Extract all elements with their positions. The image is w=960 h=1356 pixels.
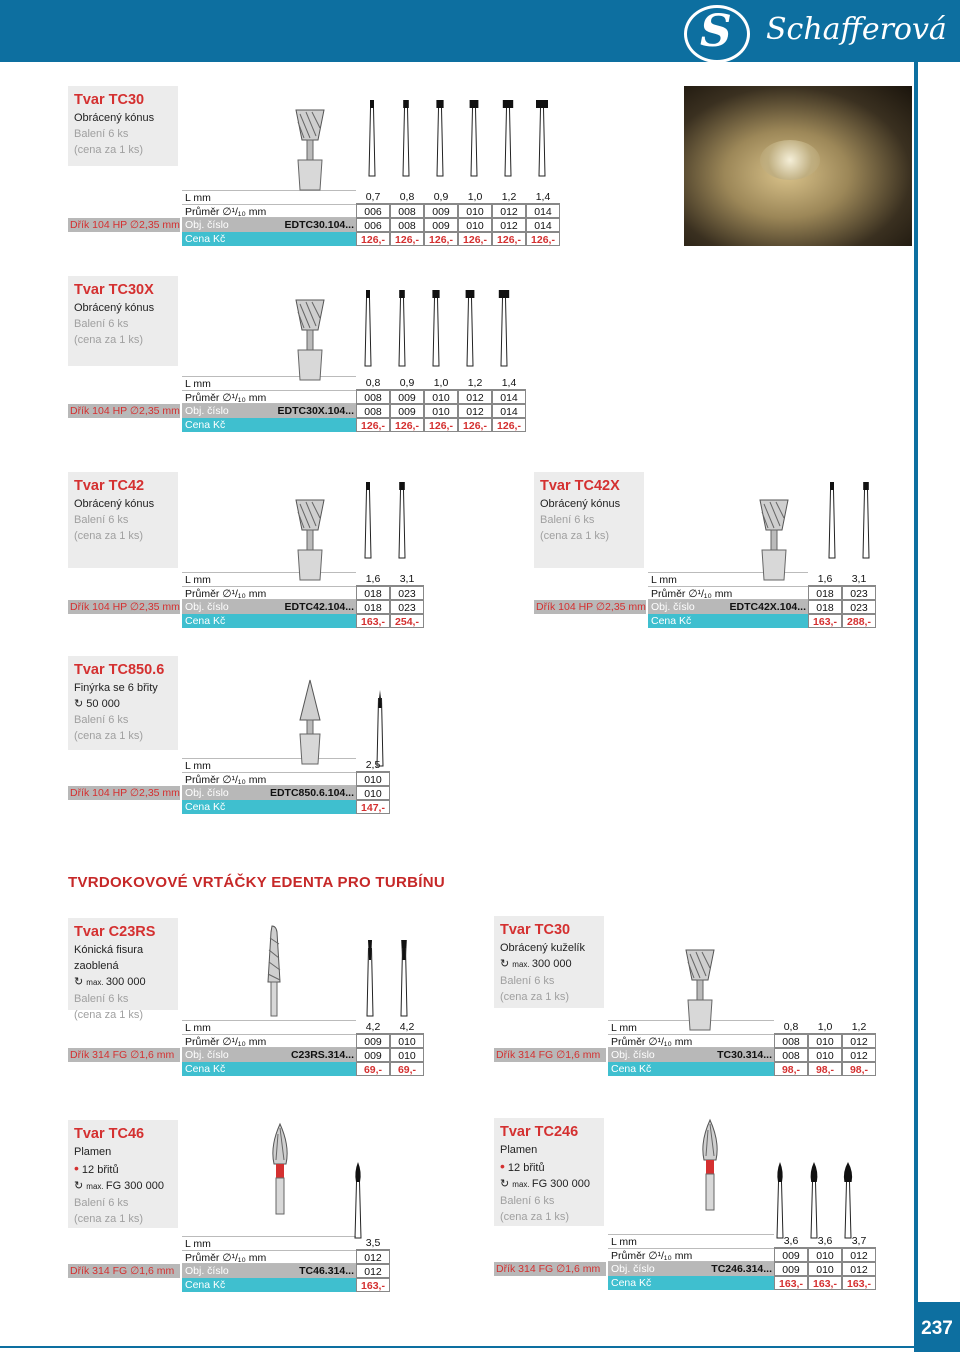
value-price: 288,- [842,614,876,628]
speed-value: 300 000 [105,976,146,988]
shank-label: Dřík 104 HP ∅2,35 mm [70,601,180,613]
value-price: 98,- [808,1062,842,1076]
bur-illustration [254,926,294,1016]
size-sketch [859,482,873,562]
size-sketch [361,482,375,562]
value-length: 1,0 [458,190,492,204]
shank-label: Dřík 314 FG ∅1,6 mm [68,1048,180,1062]
size-sketch [463,290,477,370]
pack-size: Balení 6 ks [74,128,129,140]
value-diameter: 009 [774,1248,808,1262]
value-price: 69,- [356,1062,390,1076]
pack-note: (cena za 1 ks) [74,144,144,156]
value-diameter: 012 [842,1248,876,1262]
size-sketch [535,100,549,180]
product-info-box [68,472,178,568]
max-speed [74,696,172,712]
shank-label: Dřík 104 HP ∅2,35 mm [70,787,180,799]
max-speed [500,956,598,973]
value-length: 1,4 [526,190,560,204]
label-order-number: Obj. číslo [182,1264,356,1278]
label-price: Cena Kč [182,800,356,814]
rotation-icon: ↻ [74,976,87,988]
product-title: Tvar TC30X [74,282,154,298]
order-code-prefix: TC46.314... [299,1265,354,1277]
value-order-number: 023 [390,600,424,614]
pack-size: Balení 6 ks [74,993,129,1005]
speed-prefix: max. [512,960,532,969]
label-length: L mm [648,572,808,586]
order-code-prefix: EDTC42X.104... [729,601,806,613]
value-diameter: 010 [458,204,492,218]
bottom-rule [0,1346,914,1348]
value-order-number: 010 [390,1048,424,1062]
shank-label: Dřík 314 FG ∅1,6 mm [68,1264,180,1278]
value-price: 126,- [424,418,458,432]
value-price: 126,- [390,418,424,432]
label-order-number: Obj. číslo [608,1048,774,1062]
value-length: 0,8 [774,1020,808,1034]
pack-size: Balení 6 ks [500,1195,555,1207]
size-sketch [395,290,409,370]
value-length: 1,4 [492,376,526,390]
speed-prefix: max. [512,1180,532,1189]
value-diameter: 009 [424,204,458,218]
product-subtitle: Kónická fisura zaoblená [74,944,144,972]
product-info-box [494,1118,604,1226]
label-diameter: Průměr ∅¹/₁₀ mm [182,390,356,404]
size-sketch [825,482,839,562]
product-info-box [534,472,644,568]
pack-note: (cena za 1 ks) [74,730,144,742]
label-diameter: Průměr ∅¹/₁₀ mm [608,1248,774,1262]
label-diameter: Průměr ∅¹/₁₀ mm [648,586,808,600]
value-order-number: 012 [356,1264,390,1278]
label-price: Cena Kč [648,614,808,628]
value-order-number: 010 [424,404,458,418]
value-order-number: 010 [808,1048,842,1062]
rotation-icon: ↻ [500,1178,513,1190]
value-length: 0,8 [390,190,424,204]
label-order-number: Obj. číslo [648,600,808,614]
product-title: Tvar TC850.6 [74,662,165,678]
label-order-number: Obj. číslo [608,1262,774,1276]
value-diameter: 006 [356,204,390,218]
pack-size: Balení 6 ks [74,318,129,330]
value-length: 0,9 [424,190,458,204]
label-order-number: Obj. číslo [182,218,356,232]
value-length: 0,8 [356,376,390,390]
product-subtitle: Obrácený kónus [74,112,155,124]
value-price: 126,- [356,232,390,246]
product-info-box [68,1120,178,1228]
value-diameter: 012 [842,1034,876,1048]
value-order-number: 008 [774,1048,808,1062]
value-length: 1,2 [842,1020,876,1034]
size-sketch [773,1162,787,1242]
value-order-number: 010 [808,1262,842,1276]
size-sketch [361,290,375,370]
order-code-prefix: EDTC42.104... [284,601,354,613]
pack-note: (cena za 1 ks) [74,334,144,346]
pack-note: (cena za 1 ks) [500,991,570,1003]
brand-name: Schafferová [766,12,947,47]
max-speed [74,974,172,991]
value-length: 3,1 [390,572,424,586]
value-order-number: 006 [356,218,390,232]
product-title: Tvar TC42X [540,478,620,494]
value-diameter: 010 [390,1034,424,1048]
label-length: L mm [182,190,356,204]
bur-illustration [290,500,330,590]
value-length: 1,2 [458,376,492,390]
value-length: 1,0 [424,376,458,390]
value-length: 3,6 [774,1234,808,1248]
value-length: 1,6 [808,572,842,586]
right-edge-bar [914,62,918,1302]
value-diameter: 012 [492,204,526,218]
product-subtitle: Plamen [500,1144,538,1156]
speed-value: FG 300 000 [531,1178,590,1190]
value-order-number: 012 [842,1048,876,1062]
value-length: 2,5 [356,758,390,772]
value-diameter: 018 [808,586,842,600]
pack-note: (cena za 1 ks) [74,1009,144,1021]
bullet-icon: • [500,1158,505,1174]
label-price: Cena Kč [182,418,356,432]
value-length: 1,6 [356,572,390,586]
label-price: Cena Kč [182,614,356,628]
value-order-number: 014 [492,404,526,418]
value-length: 4,2 [390,1020,424,1034]
shank-label: Dřík 104 HP ∅2,35 mm [70,405,180,417]
product-title: Tvar TC46 [74,1126,145,1142]
rotation-icon: ↻ [74,1180,87,1192]
size-sketch [467,100,481,180]
value-price: 126,- [492,418,526,432]
value-length: 0,7 [356,190,390,204]
product-subtitle: Obrácený kónus [540,498,621,510]
size-sketch [373,690,387,770]
value-diameter: 012 [458,390,492,404]
bur-illustration [290,110,330,200]
pack-size: Balení 6 ks [74,1197,129,1209]
value-diameter: 014 [492,390,526,404]
value-length: 3,5 [356,1236,390,1250]
page-number: 237 [914,1302,960,1352]
value-order-number: 012 [842,1262,876,1276]
product-subtitle: Finýrka se 6 břity [74,682,158,694]
value-diameter: 010 [808,1034,842,1048]
value-price: 98,- [774,1062,808,1076]
product-title: Tvar TC30 [500,922,571,938]
product-info-box [68,656,178,750]
bur-illustration [680,950,720,1040]
value-diameter: 008 [356,390,390,404]
value-price: 69,- [390,1062,424,1076]
blade-count-text: 12 břitů [507,1162,545,1174]
pack-size: Balení 6 ks [74,714,129,726]
value-diameter: 023 [842,586,876,600]
value-length: 1,0 [808,1020,842,1034]
size-sketch [501,100,515,180]
value-order-number: 009 [390,404,424,418]
pack-note: (cena za 1 ks) [540,530,610,542]
speed-value: FG 300 000 [105,1180,164,1192]
max-speed [74,1178,172,1195]
label-order-number: Obj. číslo [182,786,356,800]
label-length: L mm [182,376,356,390]
value-price: 163,- [356,1278,390,1292]
value-order-number: 023 [842,600,876,614]
pack-size: Balení 6 ks [540,514,595,526]
value-price: 163,- [356,614,390,628]
label-diameter: Průměr ∅¹/₁₀ mm [182,772,356,786]
value-order-number: 012 [492,218,526,232]
value-price: 163,- [842,1276,876,1290]
size-sketch [363,940,377,1020]
size-sketch [433,100,447,180]
value-diameter: 018 [356,586,390,600]
product-title: Tvar TC30 [74,92,145,108]
pack-note: (cena za 1 ks) [500,1211,570,1223]
blade-count [500,1158,598,1176]
label-length: L mm [608,1234,774,1248]
value-price: 163,- [808,1276,842,1290]
order-code-prefix: TC30.314... [717,1049,772,1061]
value-order-number: 012 [458,404,492,418]
shank-label: Dřík 314 FG ∅1,6 mm [494,1262,606,1276]
label-diameter: Průměr ∅¹/₁₀ mm [182,586,356,600]
speed-value: 50 000 [86,698,120,710]
blade-count-text: 12 břitů [81,1164,119,1176]
value-diameter: 009 [390,390,424,404]
order-code-prefix: EDTC30.104... [284,219,354,231]
value-order-number: 018 [356,600,390,614]
value-order-number: 008 [390,218,424,232]
value-order-number: 010 [356,786,390,800]
product-title: Tvar TC246 [500,1124,579,1140]
product-info-box [68,918,178,1021]
label-diameter: Průměr ∅¹/₁₀ mm [182,1250,356,1264]
value-price: 254,- [390,614,424,628]
product-subtitle: Obrácený kónus [74,498,155,510]
page-header [0,0,960,62]
order-code-prefix: TC246.314... [711,1263,772,1275]
label-length: L mm [182,1020,356,1034]
value-order-number: 009 [774,1262,808,1276]
value-order-number: 018 [808,600,842,614]
speed-value: 300 000 [531,958,572,970]
label-length: L mm [182,572,356,586]
max-speed [500,1176,598,1193]
product-info-box [68,86,178,166]
order-code-prefix: EDTC850.6.104... [269,787,354,799]
value-length: 1,2 [492,190,526,204]
bur-illustration [290,300,330,390]
value-price: 163,- [808,614,842,628]
product-subtitle: Plamen [74,1146,112,1158]
shank-label: Dřík 104 HP ∅2,35 mm [536,601,646,613]
value-price: 126,- [424,232,458,246]
value-price: 98,- [842,1062,876,1076]
value-price: 126,- [356,418,390,432]
order-code-prefix: C23RS.314... [290,1049,354,1061]
brand-logo-mark: S [700,6,732,57]
value-price: 126,- [390,232,424,246]
label-price: Cena Kč [182,1278,356,1292]
value-length: 3,1 [842,572,876,586]
size-sketch [397,940,411,1020]
value-order-number: 008 [356,404,390,418]
value-diameter: 010 [808,1248,842,1262]
rotation-icon: ↻ [500,958,513,970]
label-order-number: Obj. číslo [182,1048,356,1062]
product-subtitle: Obrácený kónus [74,302,155,314]
value-diameter: 009 [356,1034,390,1048]
size-sketch [351,1162,365,1242]
value-diameter: 014 [526,204,560,218]
size-sketch [497,290,511,370]
value-order-number: 010 [458,218,492,232]
value-price: 126,- [526,232,560,246]
rotation-icon: ↻ [74,698,87,710]
label-length: L mm [182,758,356,772]
label-diameter: Průměr ∅¹/₁₀ mm [182,204,356,218]
value-order-number: 014 [526,218,560,232]
photo-highlight [760,140,820,180]
shank-label: Dřík 104 HP ∅2,35 mm [70,219,180,231]
product-title: Tvar TC42 [74,478,145,494]
label-order-number: Obj. číslo [182,404,356,418]
bur-illustration [290,680,330,770]
label-order-number: Obj. číslo [182,600,356,614]
product-subtitle: Obrácený kuželík [500,942,585,954]
label-price: Cena Kč [182,1062,356,1076]
shank-label: Dřík 314 FG ∅1,6 mm [494,1048,606,1062]
bur-illustration [754,500,794,590]
value-length: 3,7 [842,1234,876,1248]
label-diameter: Průměr ∅¹/₁₀ mm [608,1034,774,1048]
pack-note: (cena za 1 ks) [74,1213,144,1225]
bur-illustration [260,1124,300,1214]
size-sketch [807,1162,821,1242]
value-price: 126,- [492,232,526,246]
product-info-box [494,916,604,1008]
value-price: 126,- [458,418,492,432]
pack-note: (cena za 1 ks) [74,530,144,542]
size-sketch [429,290,443,370]
speed-prefix: max. [86,1182,106,1191]
size-sketch [841,1162,855,1242]
speed-prefix: max. [86,978,106,987]
value-length: 0,9 [390,376,424,390]
value-diameter: 012 [356,1250,390,1264]
size-sketch [395,482,409,562]
value-diameter: 008 [774,1034,808,1048]
label-price: Cena Kč [608,1276,774,1290]
order-code-prefix: EDTC30X.104... [277,405,354,417]
value-price: 163,- [774,1276,808,1290]
bur-illustration [690,1120,730,1210]
value-length: 4,2 [356,1020,390,1034]
section-heading: TVRDOKOVOVÉ VRTÁČKY EDENTA PRO TURBÍNU [68,874,445,891]
value-diameter: 023 [390,586,424,600]
value-price: 126,- [458,232,492,246]
size-sketch [399,100,413,180]
value-price: 147,- [356,800,390,814]
value-diameter: 010 [356,772,390,786]
size-sketch [365,100,379,180]
label-price: Cena Kč [608,1062,774,1076]
product-info-box [68,276,178,366]
product-title: Tvar C23RS [74,924,156,940]
blade-count [74,1160,172,1178]
label-length: L mm [182,1236,356,1250]
bullet-icon: • [74,1160,79,1176]
label-price: Cena Kč [182,232,356,246]
pack-size: Balení 6 ks [500,975,555,987]
value-order-number: 009 [356,1048,390,1062]
value-order-number: 009 [424,218,458,232]
label-diameter: Průměr ∅¹/₁₀ mm [182,1034,356,1048]
pack-size: Balení 6 ks [74,514,129,526]
label-length: L mm [608,1020,774,1034]
value-diameter: 008 [390,204,424,218]
value-length: 3,6 [808,1234,842,1248]
value-diameter: 010 [424,390,458,404]
